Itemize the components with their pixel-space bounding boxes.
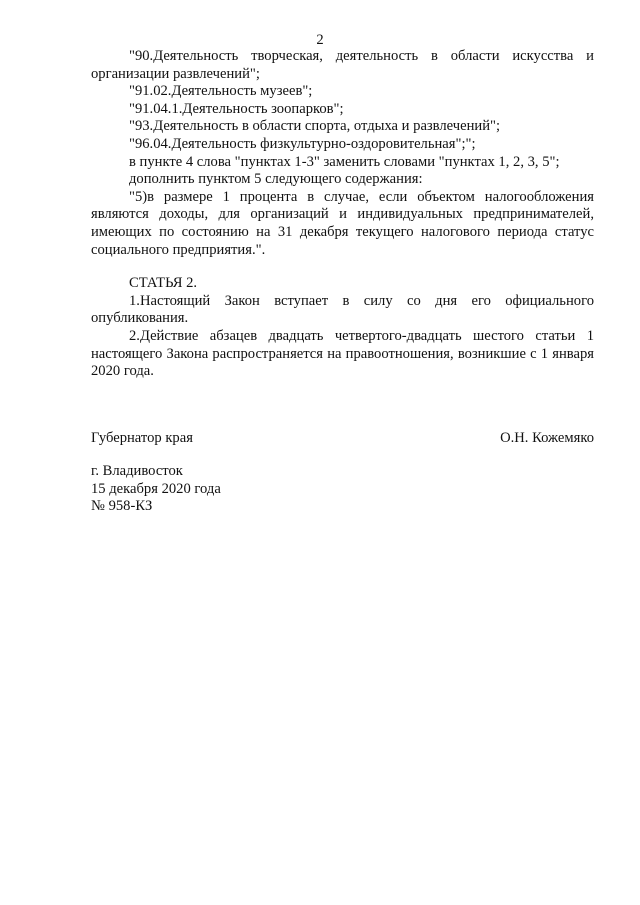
document-footer bbox=[91, 463, 391, 516]
signatory-position: Губернатор края bbox=[91, 430, 193, 446]
paragraph-point-5-text: "5)в размере 1 процента в случае, если объектом налогообложения являются доходы, для организаций и индивидуальных предпринимателей, имеющих по состоянию на 31 декабря текущего налогового периода статус социального предприятия.". bbox=[91, 188, 594, 258]
paragraph-okved-90: "90.Деятельность творческая, деятельность в области искусства и организации развлечений"; bbox=[91, 48, 594, 82]
paragraph-okved-91-04-1: "91.04.1.Деятельность зоопарков"; bbox=[129, 100, 344, 117]
paragraph-add-point-5: дополнить пунктом 5 следующего содержания: bbox=[129, 171, 423, 188]
footer-date: 15 декабря 2020 года bbox=[91, 480, 221, 497]
footer-law-number: № 958-КЗ bbox=[91, 498, 153, 515]
article-item-2: 2.Действие абзацев двадцать четвертого-двадцать шестого статьи 1 настоящего Закона распространяется на правоотношения, возникшие с 1 января 2020 года. bbox=[91, 327, 594, 380]
paragraph-okved-91-02: "91.02.Деятельность музеев"; bbox=[129, 83, 313, 100]
article-item-1: 1.Настоящий Закон вступает в силу со дня его официального опубликования. bbox=[91, 292, 594, 327]
paragraph-okved-93: "93.Деятельность в области спорта, отдыха и развлечений"; bbox=[129, 118, 501, 135]
footer-city: г. Владивосток bbox=[91, 463, 183, 479]
signatory-name: О.Н. Кожемяко bbox=[500, 430, 594, 446]
document-body bbox=[91, 48, 594, 381]
page-number: 2 bbox=[316, 32, 324, 48]
section-gap bbox=[91, 259, 594, 275]
paragraph-okved-96-04: "96.04.Деятельность физкультурно-оздоровительная";"; bbox=[129, 135, 476, 152]
article-heading: СТАТЬЯ 2. bbox=[129, 275, 198, 292]
signature-block bbox=[91, 430, 594, 450]
paragraph-point-4-amendment: в пункте 4 слова "пунктах 1-3" заменить словами "пунктах 1, 2, 3, 5"; bbox=[129, 153, 560, 170]
